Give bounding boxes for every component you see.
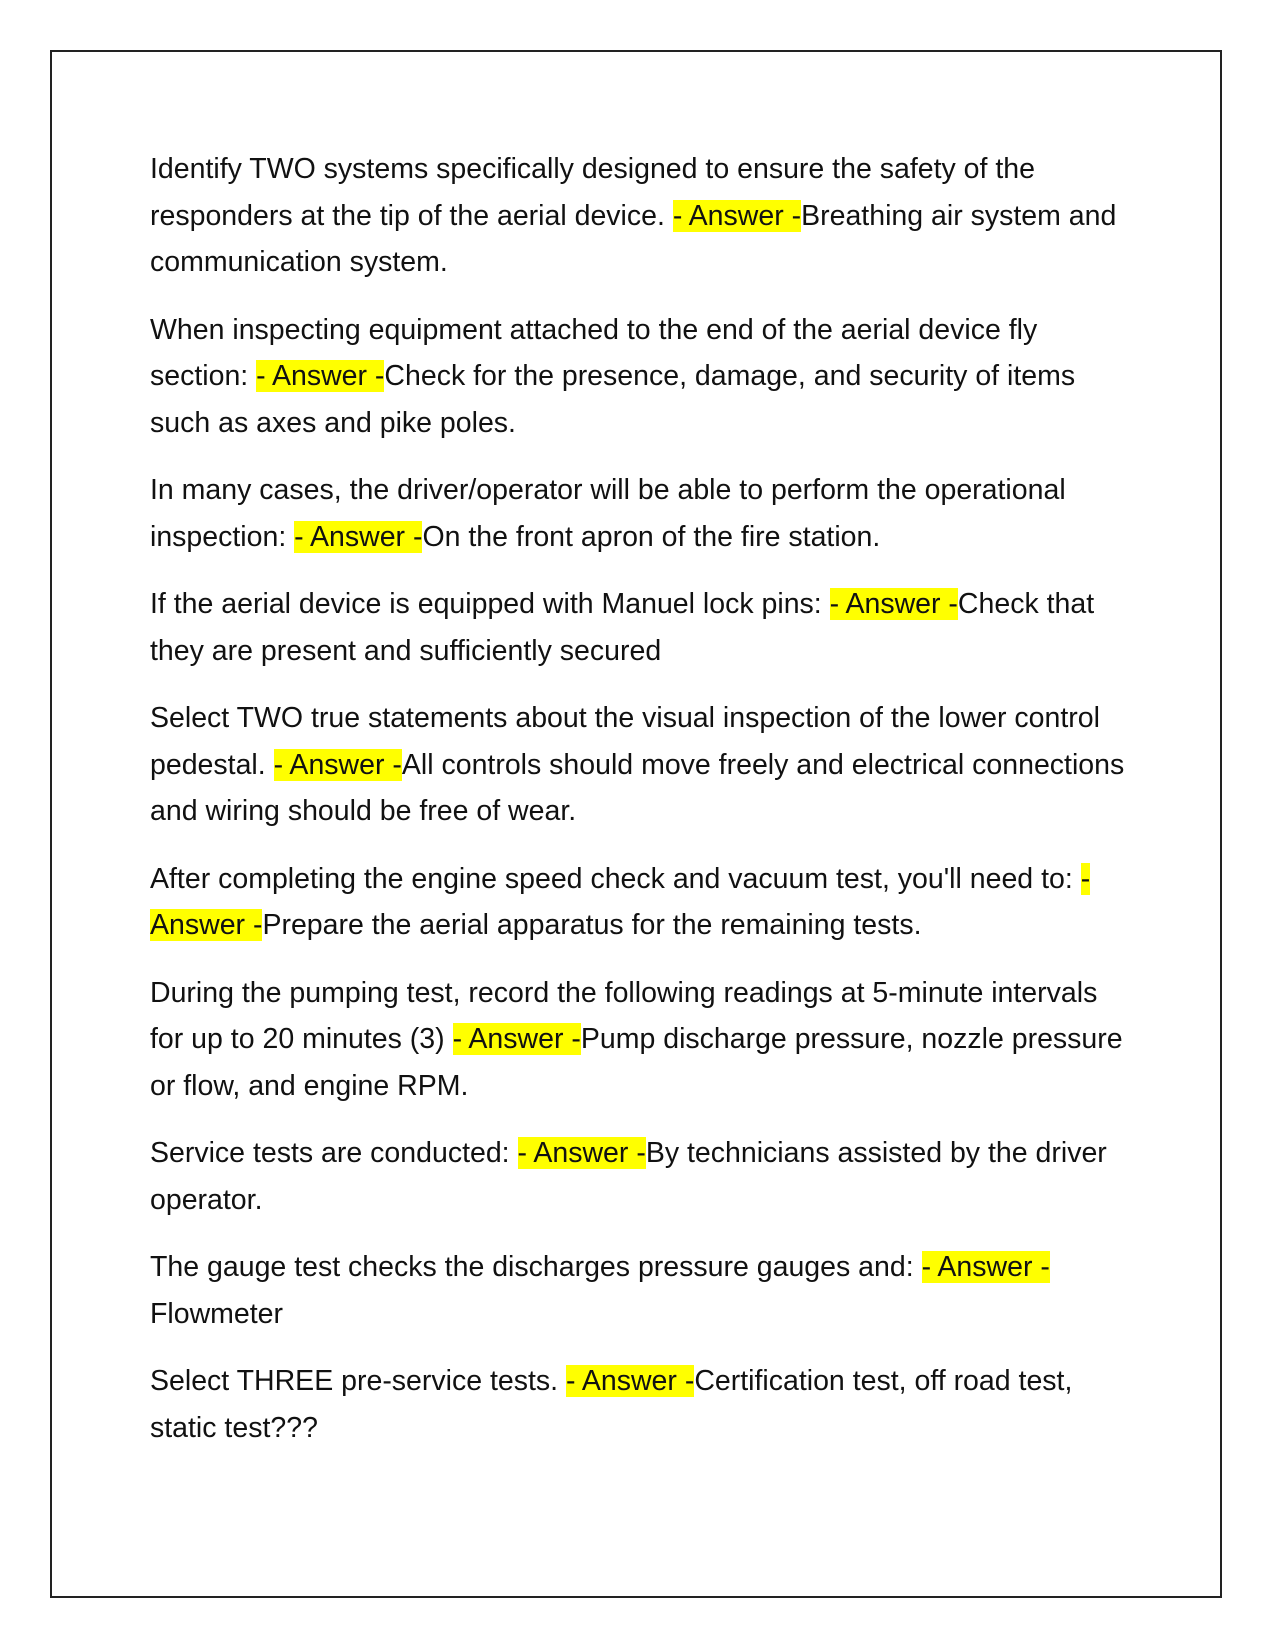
qa-item [150, 970, 1135, 1110]
answer-marker: - Answer - [672, 199, 802, 232]
question-text: Service tests are conducted: [150, 1137, 518, 1169]
answer-marker: - Answer - [452, 1023, 581, 1055]
answer-marker: - Answer - [921, 1251, 1050, 1283]
question-text: After completing the engine speed check and vacuum test, you'll need to: [150, 862, 1081, 895]
answer-text: All controls should move freely and electrical connections and wiring should be free of wear. [150, 748, 1125, 827]
answer-marker: - Answer - [517, 1137, 646, 1169]
question-text: If the aerial device is equipped with Manuel lock pins: [150, 588, 830, 620]
question-text: Identify TWO systems specifically designed to ensure the safety of the responders at the tip of the aerial device. [150, 153, 1035, 232]
question-text: Select THREE pre-service tests. [150, 1365, 567, 1397]
question-text: In many cases, the driver/operator will be able to perform the operational inspection: [150, 474, 1066, 553]
answer-text: By technicians assisted by the driver operator. [150, 1137, 1107, 1216]
qa-item [150, 695, 1135, 835]
qa-item [150, 1244, 1135, 1337]
qa-item [150, 1130, 1135, 1223]
answer-marker: - Answer - [829, 588, 958, 620]
answer-text: Prepare the aerial apparatus for the remaining tests. [262, 909, 922, 941]
qa-item [150, 581, 1135, 674]
question-text: When inspecting equipment attached to the end of the aerial device fly section: [150, 313, 1038, 392]
answer-text: Check that they are present and sufficiently secured [150, 588, 1095, 667]
question-text: The gauge test checks the discharges pressure gauges and: [150, 1251, 922, 1283]
answer-text: Flowmeter [150, 1297, 284, 1330]
answer-marker: - Answer - [150, 862, 1091, 941]
answer-text: Check for the presence, damage, and security of items such as axes and pike poles. [150, 360, 1076, 439]
question-text: During the pumping test, record the following readings at 5-minute intervals for up to 20 minutes (3) [150, 976, 1098, 1055]
qa-item [150, 307, 1135, 447]
question-text: Select TWO true statements about the visual inspection of the lower control pedestal. [150, 702, 1100, 781]
answer-marker: - Answer - [294, 520, 423, 553]
answer-text: Breathing air system and communication system. [150, 199, 1117, 278]
answer-marker: - Answer - [273, 748, 402, 781]
answer-marker: - Answer - [256, 360, 385, 392]
qa-list [150, 146, 1135, 1472]
qa-item [150, 856, 1135, 949]
qa-item [150, 467, 1135, 560]
answer-text: On the front apron of the fire station. [422, 520, 881, 553]
qa-item [150, 1358, 1135, 1451]
answer-marker: - Answer - [566, 1365, 695, 1397]
answer-text: Certification test, off road test, static test??? [150, 1365, 1073, 1444]
qa-item [150, 146, 1135, 286]
answer-text: Pump discharge pressure, nozzle pressure or flow, and engine RPM. [150, 1023, 1123, 1102]
